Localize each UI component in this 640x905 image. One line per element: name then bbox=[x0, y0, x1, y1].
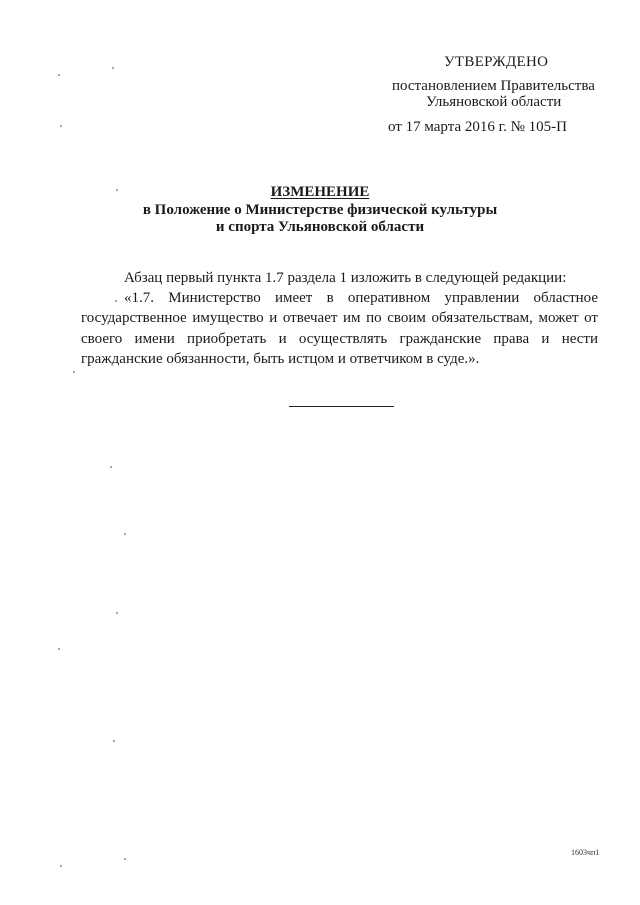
scan-speck bbox=[124, 533, 126, 535]
scan-speck bbox=[112, 67, 114, 69]
scan-speck bbox=[113, 740, 115, 742]
document-code: 1603чп1 bbox=[571, 848, 600, 857]
scan-speck bbox=[58, 74, 60, 76]
approval-date-number: от 17 марта 2016 г. № 105-П bbox=[388, 119, 567, 135]
scan-speck bbox=[73, 371, 75, 373]
intro-paragraph: Абзац первый пункта 1.7 раздела 1 изложить в следующей редакции: bbox=[124, 270, 567, 286]
closing-divider bbox=[289, 406, 394, 407]
approval-title: УТВЕРЖДЕНО bbox=[444, 54, 549, 70]
scan-speck bbox=[60, 125, 62, 127]
scan-speck bbox=[58, 648, 60, 650]
document-subtitle-line-1: в Положение о Министерстве физической культуры bbox=[142, 202, 498, 218]
document-subtitle-line-2: и спорта Ульяновской области bbox=[215, 219, 425, 235]
scan-speck bbox=[124, 858, 126, 860]
amendment-paragraph: «1.7. Министерство имеет в оперативном управлении областное государственное имущество и отвечает им по своим обязательствам, может от своего имени приобретать и осуществлять гражданские права и нести гражданские обязанности, быть истцом и ответчиком в суде.». bbox=[81, 290, 598, 367]
scan-speck bbox=[115, 300, 117, 302]
scan-speck bbox=[60, 865, 62, 867]
scan-speck bbox=[116, 189, 118, 191]
document-title: ИЗМЕНЕНИЕ bbox=[270, 184, 370, 200]
scan-speck bbox=[110, 466, 112, 468]
scan-speck bbox=[116, 612, 118, 614]
approval-issuer-line-2: Ульяновской области bbox=[426, 94, 562, 110]
approval-issuer-line-1: постановлением Правительства bbox=[392, 78, 595, 94]
